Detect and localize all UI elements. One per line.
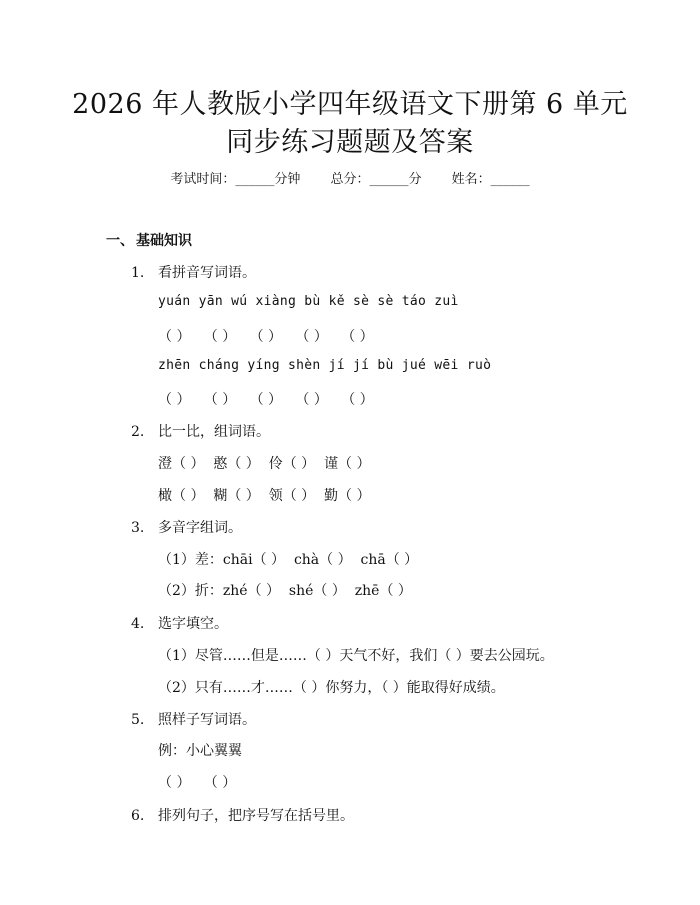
question-number: 4. — [131, 616, 145, 632]
question-4 — [131, 613, 228, 633]
fill-line-2: （2）只有……才……（ ）你努力，（ ）能取得好成绩。 — [158, 680, 505, 696]
question-2 — [131, 421, 270, 441]
section-label: 基础知识 — [136, 233, 192, 249]
question-number: 1. — [131, 265, 145, 281]
exam-time: 考试时间：______分钟 — [170, 172, 301, 187]
question-text: 看拼音写词语。 — [158, 265, 256, 281]
question-5 — [131, 709, 256, 729]
section-heading — [106, 230, 192, 250]
pinyin-line-2: zhēn cháng yíng shèn jí jí bù jué wēi ruò — [158, 358, 492, 373]
question-text: 比一比，组词语。 — [158, 424, 270, 440]
question-number: 6. — [131, 808, 145, 824]
total-score: 总分：______分 — [330, 172, 422, 187]
polyphone-line-1: （1）差：chāi（ ） chà（ ） chā（ ） — [158, 552, 419, 568]
question-text: 多音字组词。 — [158, 520, 242, 536]
compare-line-1: 澄（ ） 憨（ ） 伶（ ） 谨（ ） — [158, 456, 371, 472]
question-number: 2. — [131, 424, 145, 440]
page-title-line2: 同步练习题题及答案 — [226, 127, 474, 158]
exam-meta — [0, 168, 700, 187]
question-text: 排列句子，把序号写在括号里。 — [158, 808, 354, 824]
question-number: 5. — [131, 712, 145, 728]
question-text: 照样子写词语。 — [158, 712, 256, 728]
example-line: 例：小心翼翼 — [158, 743, 242, 759]
pinyin-line-1: yuán yān wú xiàng bù kě sè sè táo zuì — [158, 294, 459, 309]
page-title-line1: 2026 年人教版小学四年级语文下册第 6 单元 — [72, 89, 628, 120]
fill-line-1: （1）尽管……但是……（ ）天气不好，我们（ ）要去公园玩。 — [158, 648, 554, 664]
section-number: 一、 — [106, 233, 134, 249]
question-text: 选字填空。 — [158, 616, 228, 632]
answer-brackets-3: （ ） （ ） — [158, 775, 237, 791]
polyphone-line-2: （2）折：zhé（ ） shé（ ） zhē（ ） — [158, 583, 412, 599]
compare-line-2: 橄（ ） 糊（ ） 领（ ） 勤（ ） — [158, 488, 371, 504]
student-name: 姓名：______ — [451, 172, 530, 187]
answer-brackets-1: （ ） （ ） （ ） （ ） （ ） — [158, 329, 374, 345]
question-6 — [131, 805, 354, 825]
question-3 — [131, 517, 242, 537]
question-1 — [131, 262, 256, 282]
answer-brackets-2: （ ） （ ） （ ） （ ） （ ） — [158, 392, 374, 408]
question-number: 3. — [131, 520, 145, 536]
